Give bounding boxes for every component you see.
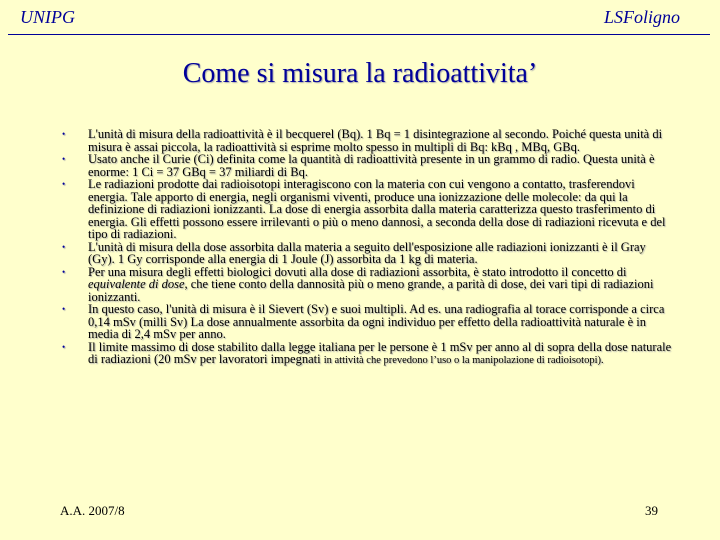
bullet-text: Le radiazioni prodotte dai radioisotopi interagiscono con la materia con cui vengono a contatto, trasferendovi energia. Tale apporto di energia, negli organismi viventi, produce una ionizzazione delle molecole: da qui la definizione di radiazioni ionizzanti. La dose di energia assorbita dalla materia caratterizza questo trasferimento di energia. Gli effetti possono essere irrilevanti o più o meno dannosi, a seconda della dose di radiazioni ricevuta e del tipo di radiazioni. (88, 177, 666, 241)
bullet-item (62, 341, 672, 368)
bullet-item (62, 153, 672, 178)
bullet-text: L'unità di misura della radioattività è il becquerel (Bq). 1 Bq = 1 disintegrazione al secondo. Poiché questa unità di misura è assai piccola, la radioattività si esprime molto spesso in multipli di Bq: kBq , MBq, GBq. (88, 127, 663, 154)
bullet-small-text: in attività che prevedono l’uso o la manipolazione di radioisotopi). (323, 355, 604, 366)
bullet-emphasis: equivalente di dose (88, 277, 185, 291)
bullet-text: Usato anche il Curie (Ci) definita come la quantità di radioattività presente in un grammo di radio. Questa unità è enorme: 1 Ci = 37 GBq = 37 miliardi di Bq. (88, 152, 655, 179)
bullet-item (62, 128, 672, 153)
bullet-item (62, 303, 672, 341)
bullet-item (62, 266, 672, 304)
header-right-label: LSFoligno (603, 7, 680, 27)
bullet-list (62, 128, 672, 368)
page-number: 39 (645, 503, 658, 518)
header-divider (8, 34, 710, 35)
bullet-text: Il limite massimo di dose stabilito dalla legge italiana per le persone è 1 mSv per anno al di sopra della dose naturale di radiazioni (20 mSv per lavoratori impegnati (88, 339, 672, 366)
bullet-text: In questo caso, l'unità di misura è il Sievert (Sv) e suoi multipli. Ad es. una radiografia al torace corrisponde a circa 0,14 mSv (milli Sv) La dose annualmente assorbita da ogni individuo per effetto della radioattività naturale è in media di 2,4 mSv per anno. (88, 302, 665, 341)
bullet-text-before: Per una misura degli effetti biologici dovuti alla dose di radiazioni assorbita, è stato introdotto il concetto di (88, 264, 627, 279)
bullet-item (62, 241, 672, 266)
header-left-label: UNIPG (20, 7, 75, 27)
footer-academic-year: A.A. 2007/8 (60, 503, 125, 518)
bullet-item (62, 178, 672, 241)
bullet-text: L'unità di misura della dose assorbita dalla materia a seguito dell'esposizione alle radiazioni ionizzanti è il Gray (Gy). 1 Gy corrisponde alla energia di 1 Joule (J) assorbita da 1 kg di materia. (88, 239, 646, 266)
bullet-text-after: , che tiene conto della dannosità più o meno grande, a parità di dose, dei vari tipi di radiazioni ionizzanti. (88, 277, 654, 304)
slide-title: Come si misura la radioattivita’ (182, 58, 538, 89)
